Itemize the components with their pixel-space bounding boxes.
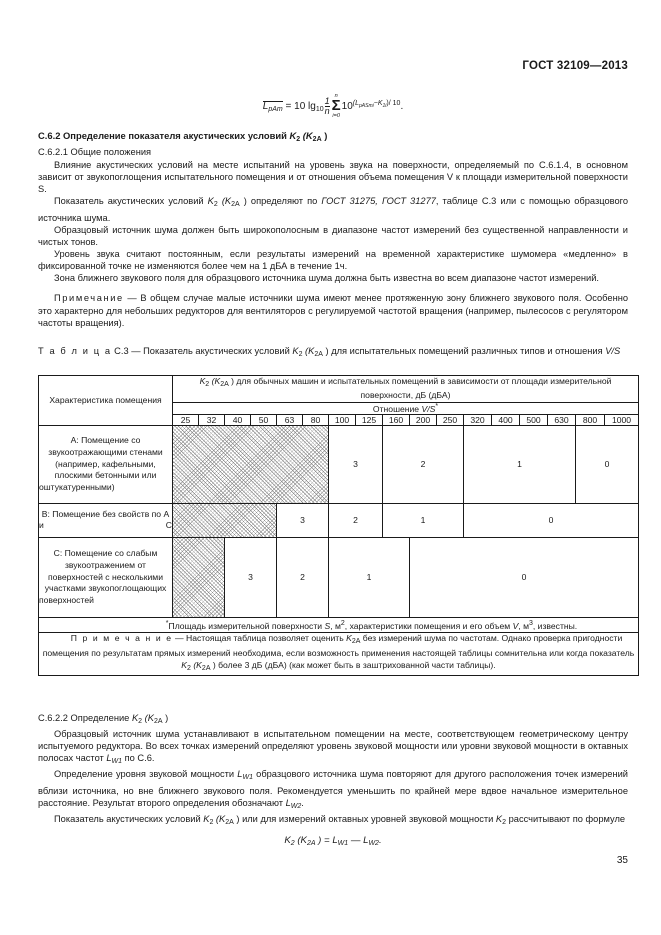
table-caption bbox=[38, 345, 628, 361]
header-ratio-vs bbox=[173, 402, 639, 414]
table-header-row-1 bbox=[39, 376, 639, 403]
p2-tail: , таблице С.3 или с помощью образцового источника шума. bbox=[38, 196, 628, 223]
row-c-hatched-region bbox=[173, 537, 225, 617]
p2-refs: ГОСТ 31275, ГОСТ 31277 bbox=[321, 196, 436, 207]
formula-frac-den: n bbox=[324, 105, 330, 116]
c6222-ka-tail: ) bbox=[162, 713, 169, 723]
table-note bbox=[39, 633, 639, 676]
table-caption-text-a: Показатель акустических условий bbox=[143, 346, 293, 356]
formula-exponent bbox=[352, 100, 401, 110]
c6222-ka-sub: 2A bbox=[153, 718, 163, 725]
c6222-k: K bbox=[131, 713, 139, 723]
hdr-k-sub: 2 bbox=[205, 381, 210, 388]
footnote-text-e: , известны. bbox=[532, 620, 578, 631]
table-row bbox=[39, 425, 639, 503]
row-b-value-1: 1 bbox=[383, 503, 464, 537]
header-room-characteristic: Характеристика помещения bbox=[39, 376, 173, 426]
lower-p3-k2-sub: 2 bbox=[502, 818, 507, 826]
p2-ka-sub: 2A bbox=[231, 201, 240, 209]
hdr-span-text: для обычных машин и испытательных помещений в зависимости от площади измерительной поверхности, дБ (дБА) bbox=[234, 376, 612, 401]
lower-p3-ka: (K bbox=[213, 813, 226, 824]
f2-lw1-sub: W1 bbox=[337, 840, 349, 848]
table-c3 bbox=[38, 375, 639, 676]
paragraph-repeat-determination bbox=[38, 768, 628, 812]
p2-ka: (K bbox=[217, 196, 232, 207]
table-caption-text-b: для испытательных помещений различных типов и отношения bbox=[328, 346, 606, 356]
col-header-100: 100 bbox=[329, 414, 356, 425]
table-footnote bbox=[39, 617, 639, 633]
col-header-320: 320 bbox=[464, 414, 492, 425]
f2-ka-sub: 2A bbox=[306, 840, 316, 848]
formula-eq: = 10 lg bbox=[285, 101, 316, 113]
table-note-dash: — bbox=[172, 633, 187, 644]
col-header-80: 80 bbox=[303, 414, 329, 425]
footnote-sup2: 3 bbox=[528, 619, 533, 627]
caption-k-sub: 2 bbox=[298, 351, 303, 358]
lower-text-column bbox=[38, 712, 628, 847]
exp-mid: −K bbox=[373, 100, 383, 108]
hdr-k: K bbox=[199, 376, 206, 386]
hdr-ratio-star: * bbox=[435, 402, 439, 410]
formula-lpam bbox=[38, 92, 628, 127]
p2-k-sub: 2 bbox=[213, 201, 218, 209]
hdr-ratio-label: Отношение bbox=[372, 403, 422, 414]
row-label-c: С: Помещение со слабым звукоотражением от поверхностей с несколькими участками звукопоглощающих поверхностей bbox=[39, 537, 173, 617]
row-c-value-0: 0 bbox=[410, 537, 639, 617]
row-b-value-2: 2 bbox=[329, 503, 383, 537]
lower-p3-a: Показатель акустических условий bbox=[54, 813, 204, 824]
caption-vs: V/S bbox=[605, 346, 621, 356]
footnote-s: S bbox=[324, 620, 331, 631]
lower-p3-c: рассчитывают по формуле bbox=[506, 813, 626, 824]
footnote-star: * bbox=[165, 619, 169, 627]
formula-period: . bbox=[400, 101, 404, 113]
c62-head-ka: (K bbox=[300, 129, 313, 141]
note-k2a: K bbox=[346, 633, 352, 644]
c6222-k-sub: 2 bbox=[138, 718, 143, 725]
hdr-ka-tail: ) bbox=[228, 376, 234, 386]
row-c-value-3: 3 bbox=[225, 537, 277, 617]
lower-p3-ka-tail: ) bbox=[233, 813, 240, 824]
note-ka-sub: 2A bbox=[201, 665, 211, 673]
footnote-text-d: , м bbox=[518, 620, 529, 631]
paragraph-influence bbox=[38, 159, 628, 195]
lower-p2-a: Определение уровня звуковой мощности bbox=[54, 769, 238, 780]
exp-tail: )/ 10 bbox=[386, 100, 401, 108]
f2-lw1: L bbox=[332, 835, 338, 847]
p2-lead: Показатель акустических условий bbox=[54, 196, 208, 207]
paragraph-reference-source: Образцовый источник шума должен быть широкополосным в диапазоне частот измерений без существенной направленности и чистых тонов. bbox=[38, 224, 628, 247]
paragraph-influence-text: Влияние акустических условий на месте испытаний на уровень звука на поверхности, определяемый по С.6.1.4, в основном зависит от звукопоглощения испытательного помещения и от отношения объема помещения V к площади измерительной поверхности S. bbox=[38, 159, 628, 195]
col-header-32: 32 bbox=[199, 414, 225, 425]
note-k2a-sub: 2A bbox=[351, 638, 361, 646]
p2-k: K bbox=[207, 196, 214, 207]
p2-ka-tail: ) bbox=[239, 196, 247, 207]
col-header-63: 63 bbox=[277, 414, 303, 425]
col-header-250: 250 bbox=[437, 414, 464, 425]
col-header-40: 40 bbox=[225, 414, 251, 425]
paragraph-formula-intro bbox=[38, 813, 628, 829]
lower-p2-lw2-sub: W2 bbox=[290, 802, 302, 810]
f2-lw2-sub: W2 bbox=[368, 840, 379, 848]
col-header-25: 25 bbox=[173, 414, 199, 425]
row-a-value-2: 2 bbox=[383, 425, 464, 503]
col-header-50: 50 bbox=[251, 414, 277, 425]
col-header-1000: 1000 bbox=[605, 414, 639, 425]
table-note-text-a: Настоящая таблица позволяет оценить bbox=[186, 633, 347, 644]
lower-p2-lw2: L bbox=[285, 797, 291, 808]
footnote-text-b: , м bbox=[330, 620, 341, 631]
sigma-lower-limit: i=0 bbox=[332, 112, 340, 119]
exp-sub1: pASmi bbox=[359, 103, 374, 110]
row-c-value-1: 1 bbox=[329, 537, 410, 617]
lower-p1-lw1-sub: W1 bbox=[111, 758, 123, 766]
note-dash: — bbox=[123, 293, 141, 304]
col-header-160: 160 bbox=[383, 414, 410, 425]
note-text: В общем случае малые источники шума имеют менее протяженную зону ближнего звукового поля. Особенно это характерно для небольших редукторов для вентиляторов с регулируемой частотой вращения (например, пылесосов с регулятором частоты вращения). bbox=[38, 293, 629, 328]
col-header-200: 200 bbox=[410, 414, 437, 425]
main-text-column bbox=[38, 92, 628, 329]
exp-sub2: 1i bbox=[382, 103, 387, 110]
table-caption-label: Т а б л и ц а bbox=[38, 346, 112, 356]
lower-p1-lw1: L bbox=[106, 753, 112, 764]
f2-minus: — bbox=[348, 835, 364, 847]
lower-p2-b: образцового источника шума повторяют для другого расположения точек измерений вблизи источника, но вне ближнего звукового поля. Рекомендуется уменьшить по крайней мере вдвое начальное измерительное расстояние. Результат второго определения обозначают bbox=[38, 769, 628, 808]
footnote-v: V bbox=[512, 620, 519, 631]
table-caption-number: С.3 bbox=[111, 346, 129, 356]
table-note-text-c: более 3 дБ (дБА) (как может быть в заштрихованной части таблицы). bbox=[215, 660, 496, 671]
note-label: Примечание bbox=[54, 293, 124, 304]
paragraph-indicator-determination bbox=[38, 195, 628, 223]
header-k2-span bbox=[173, 376, 639, 403]
col-header-125: 125 bbox=[356, 414, 383, 425]
row-b-value-0: 0 bbox=[464, 503, 639, 537]
note-k-sub: 2 bbox=[187, 665, 191, 673]
footnote-sup1: 2 bbox=[340, 619, 345, 627]
c6222-head-text: С.6.2.2 Определение bbox=[38, 713, 132, 723]
section-heading-c621: С.6.2.1 Общие положения bbox=[38, 146, 152, 157]
note-ka: (K bbox=[190, 660, 202, 671]
table-footnote-row bbox=[39, 617, 639, 633]
col-header-630: 630 bbox=[548, 414, 576, 425]
paragraph-near-field: Зона ближнего звукового поля для образцового источника шума должна быть известна во всем диапазоне частот измерений. bbox=[54, 273, 600, 284]
c62-head-tail: ) bbox=[321, 129, 328, 141]
c62-head-k-sub: 2 bbox=[296, 135, 301, 143]
row-label-a: А: Помещение со звукоотражающими стенами (например, кафельными, плоскими бетонными или оштукатуренными) bbox=[39, 425, 173, 503]
lower-p3-k-sub: 2 bbox=[209, 818, 214, 826]
c62-head-ka-sub: 2A bbox=[312, 135, 322, 143]
hdr-ka-sub: 2A bbox=[220, 381, 229, 388]
formula-frac-num: 1 bbox=[324, 95, 330, 106]
table-row bbox=[39, 503, 639, 537]
hdr-ratio-vs: V/S bbox=[421, 403, 436, 414]
col-header-500: 500 bbox=[520, 414, 548, 425]
lower-p1-tail: по С.6. bbox=[122, 753, 155, 764]
f2-period: . bbox=[378, 835, 382, 847]
formula-base: 10 bbox=[341, 101, 353, 113]
row-b-value-3: 3 bbox=[277, 503, 329, 537]
footnote-text-c: , характеристики помещения и его объем bbox=[344, 620, 513, 631]
row-a-value-0: 0 bbox=[576, 425, 639, 503]
exp-part1: (L bbox=[352, 100, 360, 108]
table-note-label: П р и м е ч а н и е bbox=[70, 633, 173, 644]
table-note-row bbox=[39, 633, 639, 676]
lower-p1-text: Образцовый источник шума устанавливают в испытательном помещении на месте, соответствующем геометрическому центру испытуемого редуктора. Во всех точках измерений определяют уровень звуковой мощности или уровни звуковой мощности в октавных полосах частот bbox=[38, 729, 628, 764]
lower-p3-ka-sub: 2A bbox=[225, 818, 234, 826]
f2-k-sub: 2 bbox=[290, 840, 295, 848]
row-b-hatched-region bbox=[173, 503, 277, 537]
table-body bbox=[39, 425, 639, 675]
note-near-field bbox=[38, 292, 628, 328]
lower-p2-end: . bbox=[301, 797, 304, 808]
table-note-text-b: без измерений шума по частотам. Однако проверка пригодности помещения по результатам прямых измерений необходима, если возможность применения настоящей таблицы сомнительна или когда показатель bbox=[42, 633, 635, 659]
row-c-value-2: 2 bbox=[277, 537, 329, 617]
lower-p3-b: или для измерений октавных уровней звуковой мощности bbox=[239, 813, 496, 824]
table-header bbox=[39, 376, 639, 426]
caption-ka: (K bbox=[302, 346, 315, 356]
lower-p3-k: K bbox=[203, 813, 210, 824]
f2-ka-tail: ) = bbox=[315, 835, 333, 847]
table-row bbox=[39, 537, 639, 617]
c6222-ka: (K bbox=[142, 713, 154, 723]
row-a-value-3: 3 bbox=[329, 425, 383, 503]
sigma-upper-limit: n bbox=[334, 93, 338, 99]
row-a-hatched-region bbox=[173, 425, 329, 503]
row-a-value-1: 1 bbox=[464, 425, 576, 503]
note-k: K bbox=[181, 660, 188, 671]
lower-p2-lw1-sub: W1 bbox=[242, 774, 253, 782]
col-header-800: 800 bbox=[576, 414, 605, 425]
formula-eq-sub: 10 bbox=[315, 106, 324, 114]
formula-lhs-sub: pAm bbox=[268, 106, 283, 114]
lower-p3-k2: K bbox=[495, 813, 503, 824]
caption-ka-sub: 2A bbox=[314, 351, 323, 358]
formula-k2-definition bbox=[38, 829, 628, 847]
f2-ka: (K bbox=[294, 835, 307, 847]
f2-lw2: L bbox=[363, 835, 369, 847]
sigma-glyph: Σ bbox=[331, 97, 341, 115]
formula-fraction bbox=[325, 97, 330, 116]
formula-sigma bbox=[332, 94, 341, 119]
section-heading-c6222 bbox=[38, 712, 628, 728]
c62-head-text: С.6.2 Определение показателя акустических условий bbox=[38, 129, 290, 141]
table-caption-dash: — bbox=[128, 346, 144, 356]
lower-p2-lw1: L bbox=[237, 769, 243, 780]
note-ka-tail: ) bbox=[210, 660, 216, 671]
c62-head-k: K bbox=[289, 129, 297, 141]
caption-ka-tail: ) bbox=[322, 346, 329, 356]
paragraph-source-placement bbox=[38, 728, 628, 768]
p2-mid: определяют по bbox=[246, 196, 322, 207]
page-number: 35 bbox=[616, 855, 628, 866]
f2-k: K bbox=[284, 835, 291, 847]
row-label-b: В: Помещение без свойств по А и С bbox=[39, 503, 173, 537]
caption-k: K bbox=[292, 346, 299, 356]
document-standard-header: ГОСТ 32109—2013 bbox=[522, 60, 628, 72]
formula-lhs: L bbox=[262, 101, 269, 113]
hdr-ka: (K bbox=[209, 376, 221, 386]
col-header-400: 400 bbox=[492, 414, 520, 425]
paragraph-steady-level: Уровень звука считают постоянным, если результаты измерений на временной характеристике шумомера «медленно» в фиксированной точке не изменяются более чем на 1 дБА в течение 1ч. bbox=[38, 248, 628, 272]
footnote-text-a: Площадь измерительной поверхности bbox=[168, 620, 325, 631]
section-heading-c62 bbox=[38, 129, 628, 146]
